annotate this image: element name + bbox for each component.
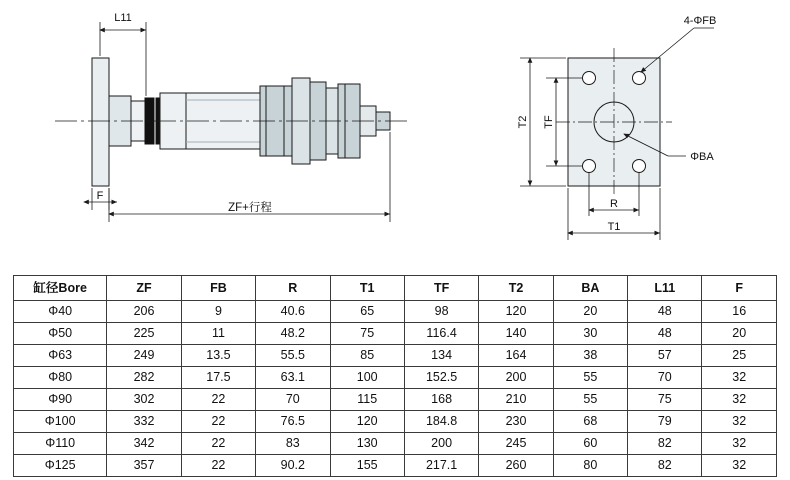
label-t2: T2 [517, 115, 529, 129]
cell-ba: 20 [553, 301, 627, 323]
cell-r: 70 [256, 389, 330, 411]
cell-r: 63.1 [256, 367, 330, 389]
table-row [14, 433, 777, 455]
cell-zf: 332 [107, 411, 181, 433]
cell-tf: 98 [404, 301, 478, 323]
cell-r: 76.5 [256, 411, 330, 433]
cell-ba: 80 [553, 455, 627, 477]
column-header-l11: L11 [628, 276, 702, 301]
column-header-bore: 缸径Bore [14, 276, 107, 301]
column-header-t1: T1 [330, 276, 404, 301]
cell-f: 32 [702, 411, 777, 433]
cell-zf: 249 [107, 345, 181, 367]
cell-t2: 120 [479, 301, 553, 323]
cell-bore: Φ80 [14, 367, 107, 389]
cell-f: 32 [702, 367, 777, 389]
front-view [556, 48, 672, 196]
cell-zf: 302 [107, 389, 181, 411]
cell-tf: 152.5 [404, 367, 478, 389]
cell-f: 32 [702, 389, 777, 411]
cell-tf: 134 [404, 345, 478, 367]
cell-zf: 282 [107, 367, 181, 389]
cell-bore: Φ40 [14, 301, 107, 323]
table-row [14, 323, 777, 345]
cell-bore: Φ125 [14, 455, 107, 477]
cell-r: 40.6 [256, 301, 330, 323]
table-row [14, 389, 777, 411]
cell-f: 32 [702, 455, 777, 477]
cell-t2: 210 [479, 389, 553, 411]
cell-t1: 100 [330, 367, 404, 389]
cell-zf: 342 [107, 433, 181, 455]
cell-bore: Φ110 [14, 433, 107, 455]
cell-l11: 75 [628, 389, 702, 411]
cell-fb: 22 [181, 411, 255, 433]
cell-t2: 260 [479, 455, 553, 477]
cell-fb: 22 [181, 455, 255, 477]
specification-table [13, 275, 777, 477]
cell-ba: 55 [553, 389, 627, 411]
column-header-fb: FB [181, 276, 255, 301]
cell-t1: 85 [330, 345, 404, 367]
cell-fb: 9 [181, 301, 255, 323]
column-header-tf: TF [404, 276, 478, 301]
label-zf-stroke: ZF+行程 [228, 202, 272, 214]
column-header-f: F [702, 276, 777, 301]
cell-ba: 68 [553, 411, 627, 433]
cell-ba: 38 [553, 345, 627, 367]
cell-l11: 57 [628, 345, 702, 367]
cell-f: 16 [702, 301, 777, 323]
cell-t1: 75 [330, 323, 404, 345]
cell-t1: 65 [330, 301, 404, 323]
label-t1: T1 [607, 221, 621, 233]
cell-ba: 60 [553, 433, 627, 455]
cell-fb: 11 [181, 323, 255, 345]
table-header-row [14, 276, 777, 301]
side-view [55, 58, 410, 186]
table-row [14, 455, 777, 477]
cell-bore: Φ63 [14, 345, 107, 367]
cell-r: 90.2 [256, 455, 330, 477]
cell-zf: 225 [107, 323, 181, 345]
table-row [14, 301, 777, 323]
table-row [14, 411, 777, 433]
column-header-zf: ZF [107, 276, 181, 301]
cell-tf: 217.1 [404, 455, 478, 477]
cell-fb: 13.5 [181, 345, 255, 367]
cell-t2: 230 [479, 411, 553, 433]
cell-fb: 22 [181, 389, 255, 411]
cell-r: 48.2 [256, 323, 330, 345]
cell-r: 83 [256, 433, 330, 455]
label-r: R [610, 198, 618, 210]
cell-f: 25 [702, 345, 777, 367]
cell-ba: 30 [553, 323, 627, 345]
cell-bore: Φ100 [14, 411, 107, 433]
cell-l11: 70 [628, 367, 702, 389]
label-tf: TF [543, 115, 555, 129]
cell-fb: 17.5 [181, 367, 255, 389]
cell-bore: Φ50 [14, 323, 107, 345]
cell-l11: 48 [628, 323, 702, 345]
label-ba: ΦBA [690, 151, 714, 163]
cell-bore: Φ90 [14, 389, 107, 411]
column-header-ba: BA [553, 276, 627, 301]
cell-r: 55.5 [256, 345, 330, 367]
cell-t2: 200 [479, 367, 553, 389]
cell-t1: 120 [330, 411, 404, 433]
cell-ba: 55 [553, 367, 627, 389]
cell-l11: 48 [628, 301, 702, 323]
cell-tf: 116.4 [404, 323, 478, 345]
cell-t2: 140 [479, 323, 553, 345]
label-f: F [96, 190, 104, 202]
cell-l11: 79 [628, 411, 702, 433]
label-l11: L11 [114, 12, 132, 24]
cell-f: 32 [702, 433, 777, 455]
cell-t2: 164 [479, 345, 553, 367]
cell-tf: 168 [404, 389, 478, 411]
cell-zf: 357 [107, 455, 181, 477]
column-header-t2: T2 [479, 276, 553, 301]
table-row [14, 345, 777, 367]
cell-f: 20 [702, 323, 777, 345]
cell-l11: 82 [628, 455, 702, 477]
cell-t1: 115 [330, 389, 404, 411]
cell-t1: 130 [330, 433, 404, 455]
column-header-r: R [256, 276, 330, 301]
cell-t1: 155 [330, 455, 404, 477]
cell-tf: 184.8 [404, 411, 478, 433]
cell-tf: 200 [404, 433, 478, 455]
cell-fb: 22 [181, 433, 255, 455]
cell-t2: 245 [479, 433, 553, 455]
cell-l11: 82 [628, 433, 702, 455]
label-4-fb: 4-ΦFB [683, 15, 717, 27]
table-row [14, 367, 777, 389]
cell-zf: 206 [107, 301, 181, 323]
